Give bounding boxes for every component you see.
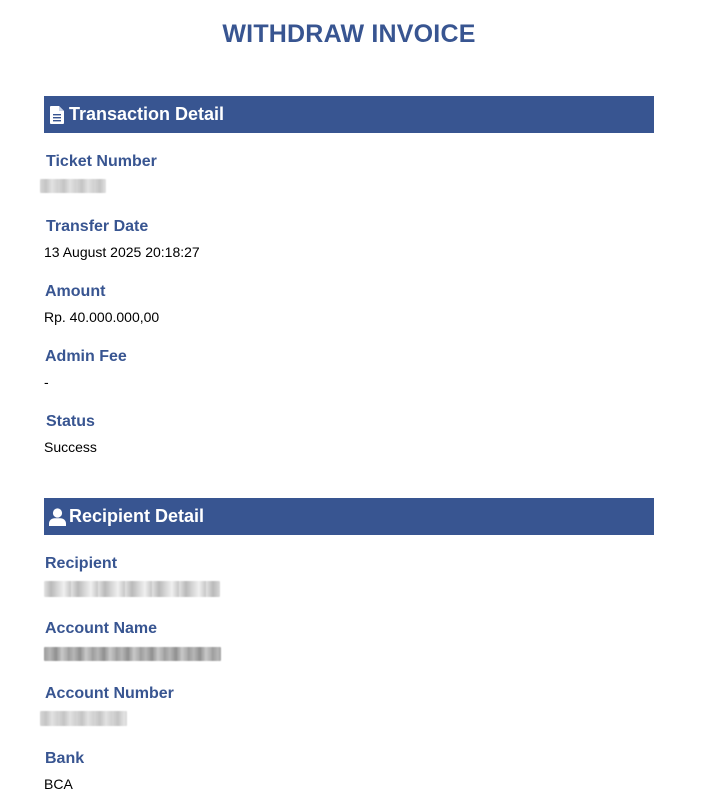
amount-label: Amount (45, 283, 106, 300)
recipient-value-redacted (44, 581, 220, 597)
admin-fee-label: Admin Fee (45, 348, 127, 365)
account-name-label: Account Name (45, 620, 158, 637)
recipient-detail-header (44, 498, 654, 535)
recipient-detail-title: Recipient Detail (69, 506, 205, 526)
ticket-number-label: Ticket Number (46, 153, 157, 170)
transaction-detail-header (44, 96, 654, 133)
user-icon (48, 507, 66, 527)
admin-fee-value: - (44, 374, 49, 390)
status-label: Status (46, 413, 95, 430)
bank-value: BCA (44, 776, 73, 792)
document-icon (48, 105, 66, 125)
bank-label: Bank (45, 750, 85, 767)
account-name-value-redacted (44, 647, 221, 661)
status-value: Success (44, 439, 97, 455)
amount-value: Rp. 40.000.000,00 (44, 309, 160, 325)
transaction-detail-title: Transaction Detail (69, 104, 225, 124)
account-number-value-redacted (40, 711, 127, 726)
account-number-label: Account Number (45, 685, 174, 702)
transfer-date-label: Transfer Date (46, 218, 149, 235)
page-title: WITHDRAW INVOICE (222, 20, 476, 48)
recipient-label: Recipient (45, 555, 118, 572)
ticket-number-value-redacted (40, 179, 106, 193)
transfer-date-value: 13 August 2025 20:18:27 (44, 244, 200, 260)
